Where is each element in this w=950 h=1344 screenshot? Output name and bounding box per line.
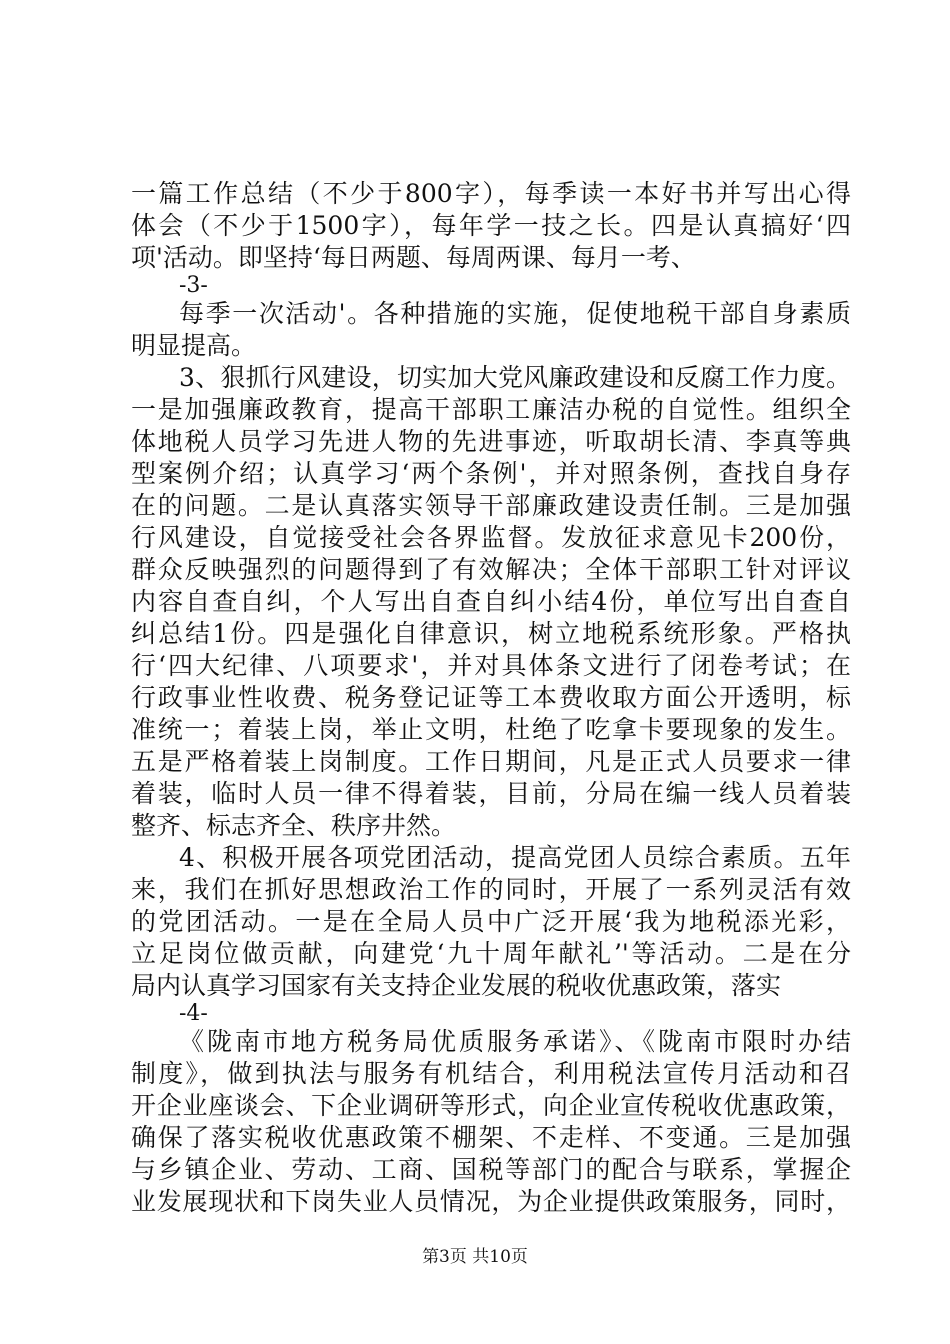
text-line: 业发展现状和下岗失业人员情况，为企业提供政策服务，同时， <box>131 1187 851 1216</box>
text-line: 内容自查自纠，个人写出自查自纠小结4份，单位写出自查自 <box>131 587 851 616</box>
text-line: 整齐、标志齐全、秩序井然。 <box>131 811 457 840</box>
text-line: 型案例介绍；认真学习‘两个条例'，并对照条例，查找自身存 <box>131 459 851 488</box>
page-marker: -3- <box>179 273 208 298</box>
text-line: 明显提高。 <box>131 331 257 360</box>
text-line: 项'活动。即坚持‘每日两题、每周两课、每月一考、 <box>131 243 696 272</box>
text-line: 体会（不少于1500字），每年学一技之长。四是认真搞好‘四 <box>131 211 851 240</box>
text-line: 每季一次活动'。各种措施的实施，促使地税干部自身素质 <box>179 299 851 328</box>
page-marker: -4- <box>179 1001 208 1026</box>
text-line: 行‘四大纪律、八项要求'，并对具体条文进行了闭卷考试；在 <box>131 651 851 680</box>
text-line: 纠总结1份。四是强化自律意识，树立地税系统形象。严格执 <box>131 619 851 648</box>
text-line: 着装，临时人员一律不得着装，目前，分局在编一线人员着装 <box>131 779 851 808</box>
text-line: 体地税人员学习先进人物的先进事迹，听取胡长清、李真等典 <box>131 427 851 456</box>
text-line: 群众反映强烈的问题得到了有效解决；全体干部职工针对评议 <box>131 555 851 584</box>
text-line: 开企业座谈会、下企业调研等形式，向企业宣传税收优惠政策， <box>131 1091 851 1120</box>
page-footer: 第3页 共10页 <box>422 1247 528 1267</box>
text-line: 3、狠抓行风建设，切实加大党风廉政建设和反腐工作力度。 <box>179 363 851 392</box>
text-line: 五是严格着装上岗制度。工作日期间，凡是正式人员要求一律 <box>131 747 851 776</box>
text-line: 《陇南市地方税务局优质服务承诺》、《陇南市限时办结 <box>179 1027 851 1056</box>
text-line: 制度》，做到执法与服务有机结合，利用税法宣传月活动和召 <box>131 1059 851 1088</box>
text-line: 来，我们在抓好思想政治工作的同时，开展了一系列灵活有效 <box>131 875 851 904</box>
text-line: 一是加强廉政教育，提高干部职工廉洁办税的自觉性。组织全 <box>131 395 851 424</box>
text-line: 行风建设，自觉接受社会各界监督。发放征求意见卡200份， <box>131 523 851 552</box>
text-line: 与乡镇企业、劳动、工商、国税等部门的配合与联系，掌握企 <box>131 1155 851 1184</box>
text-line: 在的问题。二是认真落实领导干部廉政建设责任制。三是加强 <box>131 491 851 520</box>
text-line: 确保了落实税收优惠政策不棚架、不走样、不变通。三是加强 <box>131 1123 851 1152</box>
text-line: 行政事业性收费、税务登记证等工本费收取方面公开透明，标 <box>131 683 851 712</box>
text-line: 4、积极开展各项党团活动，提高党团人员综合素质。五年 <box>179 843 851 872</box>
text-line: 一篇工作总结（不少于800字），每季读一本好书并写出心得 <box>131 179 851 208</box>
text-line: 准统一；着装上岗，举止文明，杜绝了吃拿卡要现象的发生。 <box>131 715 851 744</box>
text-line: 的党团活动。一是在全局人员中广泛开展‘我为地税添光彩， <box>131 907 851 936</box>
text-line: 局内认真学习国家有关支持企业发展的税收优惠政策，落实 <box>131 971 782 1000</box>
text-line: 立足岗位做贡献，向建党‘九十周年献礼’'等活动。二是在分 <box>131 939 851 968</box>
